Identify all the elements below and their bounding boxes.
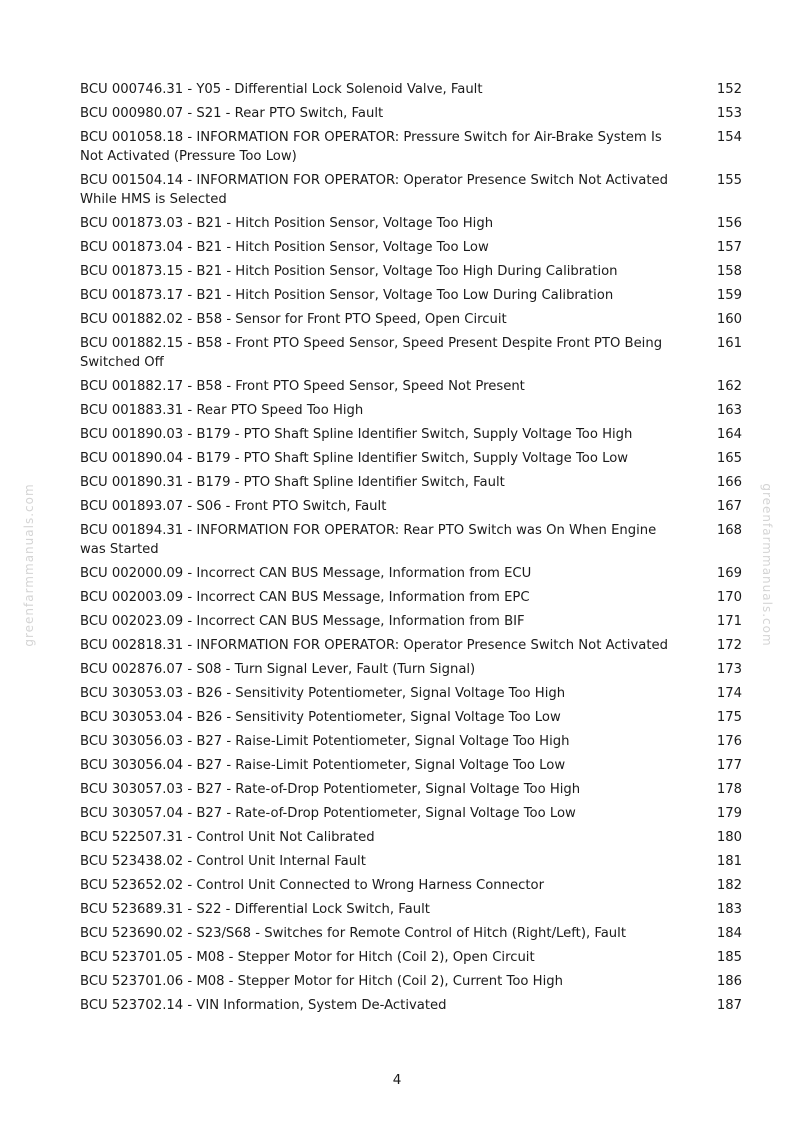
toc-entry-page: 164 [716,426,742,442]
toc-entry[interactable] [80,849,742,873]
toc-entry[interactable] [80,993,742,1017]
toc-entry-title[interactable]: BCU 523701.05 - M08 - Stepper Motor for Hitch (Coil 2), Open Circuit [80,949,535,965]
toc-entry-page: 152 [716,81,742,97]
toc-entry-page: 166 [716,474,742,490]
toc-entry[interactable] [80,77,742,101]
toc-entry[interactable] [80,307,742,331]
toc-entry[interactable] [80,422,742,446]
toc-entry-page: 183 [716,901,742,917]
toc-entry-title[interactable]: BCU 523689.31 - S22 - Differential Lock Switch, Fault [80,901,430,917]
toc-entry-page: 154 [716,129,742,145]
toc-entry-page: 182 [716,877,742,893]
toc-entry[interactable] [80,374,742,398]
toc-entry-title[interactable]: BCU 002003.09 - Incorrect CAN BUS Message, Information from EPC [80,589,530,605]
toc-entry-title[interactable]: BCU 001890.03 - B179 - PTO Shaft Spline Identifier Switch, Supply Voltage Too High [80,426,633,442]
toc-entry[interactable] [80,470,742,494]
toc-entry-title[interactable]: BCU 522507.31 - Control Unit Not Calibrated [80,829,375,845]
toc-entry-title[interactable]: BCU 001873.15 - B21 - Hitch Position Sensor, Voltage Too High During Calibration [80,263,618,279]
toc-entry[interactable] [80,705,742,729]
toc-entry-title[interactable]: BCU 001882.15 - B58 - Front PTO Speed Sensor, Speed Present Despite Front PTO Being Switched Off [80,335,663,370]
toc-entry-page: 158 [716,263,742,279]
toc-entry-page: 181 [716,853,742,869]
toc-entry[interactable] [80,101,742,125]
toc-entry[interactable] [80,969,742,993]
toc-entry-page: 157 [716,239,742,255]
toc-entry-title[interactable]: BCU 303056.04 - B27 - Raise-Limit Potentiometer, Signal Voltage Too Low [80,757,566,773]
toc-entry[interactable] [80,873,742,897]
toc-entry[interactable] [80,585,742,609]
toc-entry-title[interactable]: BCU 000980.07 - S21 - Rear PTO Switch, Fault [80,105,384,121]
toc-entry[interactable] [80,777,742,801]
page-number: 4 [392,1072,402,1088]
toc-entry-title[interactable]: BCU 523702.14 - VIN Information, System De-Activated [80,997,447,1013]
toc-entry-page: 179 [716,805,742,821]
toc-entry-page: 153 [716,105,742,121]
toc-entry-title[interactable]: BCU 523652.02 - Control Unit Connected to Wrong Harness Connector [80,877,545,893]
toc-entry-title[interactable]: BCU 001890.04 - B179 - PTO Shaft Spline Identifier Switch, Supply Voltage Too Low [80,450,629,466]
toc-entry-page: 178 [716,781,742,797]
toc-entry-page: 171 [716,613,742,629]
toc-entry[interactable] [80,825,742,849]
toc-entry-page: 161 [716,335,742,351]
toc-entry[interactable] [80,283,742,307]
toc-entry[interactable] [80,945,742,969]
toc-entry[interactable] [80,235,742,259]
toc-entry[interactable] [80,801,742,825]
toc-entry-page: 169 [716,565,742,581]
toc-entry-title[interactable]: BCU 001873.17 - B21 - Hitch Position Sensor, Voltage Too Low During Calibration [80,287,614,303]
toc-entry[interactable] [80,331,742,374]
toc-entry-page: 180 [716,829,742,845]
toc-entry-title[interactable]: BCU 001882.02 - B58 - Sensor for Front PTO Speed, Open Circuit [80,311,507,327]
toc-entry-title[interactable]: BCU 001883.31 - Rear PTO Speed Too High [80,402,364,418]
toc-entry-page: 185 [716,949,742,965]
toc-entry[interactable] [80,897,742,921]
toc-entry[interactable] [80,657,742,681]
toc-entry-page: 156 [716,215,742,231]
toc-entry[interactable] [80,561,742,585]
toc-entry-page: 168 [716,522,742,538]
toc-entry-page: 170 [716,589,742,605]
toc-entry-title[interactable]: BCU 001873.03 - B21 - Hitch Position Sensor, Voltage Too High [80,215,494,231]
toc-entry-title[interactable]: BCU 001894.31 - INFORMATION FOR OPERATOR: Rear PTO Switch was On When Engine was Started [80,522,657,557]
toc-entry-title[interactable]: BCU 001058.18 - INFORMATION FOR OPERATOR: Pressure Switch for Air-Brake System Is Not Activated (Pressure Too Low) [80,129,662,164]
toc-entry-title[interactable]: BCU 001504.14 - INFORMATION FOR OPERATOR: Operator Presence Switch Not Activated While HMS is Selected [80,172,668,207]
toc-entry[interactable] [80,681,742,705]
toc-entry-title[interactable]: BCU 001890.31 - B179 - PTO Shaft Spline Identifier Switch, Fault [80,474,505,490]
toc-entry-page: 186 [716,973,742,989]
toc-entry[interactable] [80,729,742,753]
toc-entry-title[interactable]: BCU 303057.03 - B27 - Rate-of-Drop Potentiometer, Signal Voltage Too High [80,781,581,797]
toc-entry-title[interactable]: BCU 001882.17 - B58 - Front PTO Speed Sensor, Speed Not Present [80,378,525,394]
toc-entry-title[interactable]: BCU 001873.04 - B21 - Hitch Position Sensor, Voltage Too Low [80,239,489,255]
toc-entry-page: 175 [716,709,742,725]
toc-entry[interactable] [80,446,742,470]
toc-entry[interactable] [80,211,742,235]
toc-entry-page: 176 [716,733,742,749]
toc-entry-page: 162 [716,378,742,394]
toc-entry-title[interactable]: BCU 002876.07 - S08 - Turn Signal Lever, Fault (Turn Signal) [80,661,476,677]
table-of-contents [80,77,742,1017]
toc-entry-page: 163 [716,402,742,418]
toc-entry[interactable] [80,494,742,518]
toc-entry-title[interactable]: BCU 303057.04 - B27 - Rate-of-Drop Potentiometer, Signal Voltage Too Low [80,805,576,821]
toc-entry-page: 155 [716,172,742,188]
toc-entry[interactable] [80,633,742,657]
toc-entry-page: 160 [716,311,742,327]
toc-entry-title[interactable]: BCU 523438.02 - Control Unit Internal Fault [80,853,366,869]
toc-entry-page: 159 [716,287,742,303]
toc-entry-page: 172 [716,637,742,653]
toc-entry[interactable] [80,398,742,422]
toc-entry-title[interactable]: BCU 002000.09 - Incorrect CAN BUS Message, Information from ECU [80,565,532,581]
toc-entry-page: 173 [716,661,742,677]
toc-entry[interactable] [80,125,742,168]
toc-entry-page: 184 [716,925,742,941]
toc-entry-title[interactable]: BCU 000746.31 - Y05 - Differential Lock Solenoid Valve, Fault [80,81,483,97]
toc-entry-title[interactable]: BCU 303056.03 - B27 - Raise-Limit Potentiometer, Signal Voltage Too High [80,733,570,749]
toc-entry-title[interactable]: BCU 001893.07 - S06 - Front PTO Switch, Fault [80,498,387,514]
toc-entry-title[interactable]: BCU 002023.09 - Incorrect CAN BUS Message, Information from BIF [80,613,525,629]
toc-entry-page: 167 [716,498,742,514]
toc-entry[interactable] [80,168,742,211]
toc-entry[interactable] [80,753,742,777]
toc-entry-title[interactable]: BCU 523690.02 - S23/S68 - Switches for Remote Control of Hitch (Right/Left), Fault [80,925,627,941]
toc-entry-title[interactable]: BCU 523701.06 - M08 - Stepper Motor for Hitch (Coil 2), Current Too High [80,973,563,989]
toc-entry-page: 165 [716,450,742,466]
toc-entry-page: 174 [716,685,742,701]
toc-entry-title[interactable]: BCU 002818.31 - INFORMATION FOR OPERATOR: Operator Presence Switch Not Activated [80,637,668,653]
toc-entry-page: 187 [716,997,742,1013]
watermark-left: greenfarmmanuals.com [22,483,36,647]
toc-entry-page: 177 [716,757,742,773]
toc-entry[interactable] [80,609,742,633]
toc-entry-title[interactable]: BCU 303053.03 - B26 - Sensitivity Potentiometer, Signal Voltage Too High [80,685,566,701]
toc-entry-title[interactable]: BCU 303053.04 - B26 - Sensitivity Potentiometer, Signal Voltage Too Low [80,709,561,725]
toc-entry[interactable] [80,518,742,561]
toc-entry[interactable] [80,921,742,945]
watermark-right: greenfarmmanuals.com [760,483,774,647]
toc-entry[interactable] [80,259,742,283]
